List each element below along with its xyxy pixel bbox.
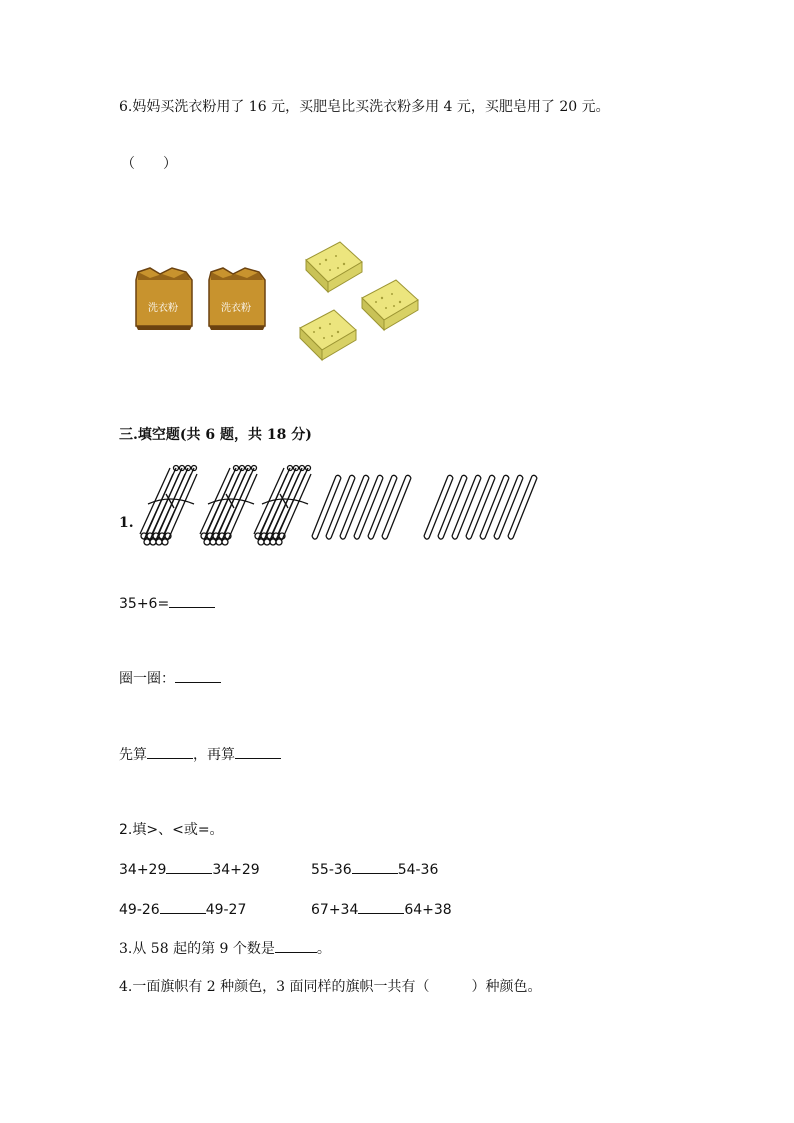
compare-left: 55-36 xyxy=(311,862,352,878)
compare-right: 34+29 xyxy=(212,862,260,878)
bag-label: 洗衣粉 xyxy=(148,303,178,314)
question-4-text: 4.一面旗帜有 2 种颜色，3 面同样的旗帜一共有（ ）种颜色。 xyxy=(119,979,542,995)
q1-equation: 35+6= xyxy=(119,596,170,612)
answer-blank[interactable] xyxy=(175,668,221,683)
loose-sticks-group-2 xyxy=(424,475,537,539)
q1-circle-line xyxy=(119,668,221,689)
stick-bundle-3 xyxy=(254,466,311,546)
section-heading: 三.填空题(共 6 题，共 18 分) xyxy=(119,427,312,443)
question-6-text: 6.妈妈买洗衣粉用了 16 元，买肥皂比买洗衣粉多用 4 元，买肥皂用了 20 元。 xyxy=(119,99,610,115)
answer-parentheses[interactable]: （ ） xyxy=(121,156,177,172)
soap-bar-3 xyxy=(294,306,360,364)
stick-bundle-1 xyxy=(140,466,197,546)
answer-blank[interactable] xyxy=(358,899,404,914)
question-3 xyxy=(119,938,331,959)
stick-bundle-2 xyxy=(200,466,257,546)
q1-equation-line xyxy=(119,593,215,614)
compare-item-4 xyxy=(311,899,452,920)
compare-left: 49-26 xyxy=(119,902,160,918)
answer-blank[interactable] xyxy=(275,938,317,953)
q1-circle-prompt: 圈一圈： xyxy=(119,671,175,687)
question-3-end: 。 xyxy=(316,941,331,957)
question-2-title: 2.填>、<或=。 xyxy=(119,822,224,838)
answer-blank[interactable] xyxy=(352,859,398,874)
answer-blank[interactable] xyxy=(235,744,281,759)
compare-left: 67+34 xyxy=(311,902,359,918)
question-3-text: 3.从 58 起的第 9 个数是 xyxy=(119,941,275,957)
compare-left: 34+29 xyxy=(119,862,167,878)
answer-blank[interactable] xyxy=(169,593,215,608)
counting-sticks-illustration xyxy=(136,464,548,550)
detergent-bag-2 xyxy=(203,266,273,332)
compare-item-1 xyxy=(119,859,260,880)
answer-blank[interactable] xyxy=(166,859,212,874)
compare-right: 64+38 xyxy=(404,902,452,918)
q1-order-line xyxy=(119,744,281,765)
bag-label: 洗衣粉 xyxy=(221,303,251,314)
compare-item-3 xyxy=(119,899,246,920)
answer-blank[interactable] xyxy=(147,744,193,759)
answer-blank[interactable] xyxy=(160,899,206,914)
q1-first-calc: 先算 xyxy=(119,747,147,763)
compare-right: 49-27 xyxy=(205,902,247,918)
question-1-number: 1. xyxy=(119,515,134,531)
compare-right: 54-36 xyxy=(397,862,439,878)
q1-then-calc: ，再算 xyxy=(193,747,235,763)
detergent-bag-1 xyxy=(130,266,200,332)
compare-item-2 xyxy=(311,859,438,880)
soap-bar-2 xyxy=(356,276,422,334)
loose-sticks-group-1 xyxy=(312,475,411,539)
